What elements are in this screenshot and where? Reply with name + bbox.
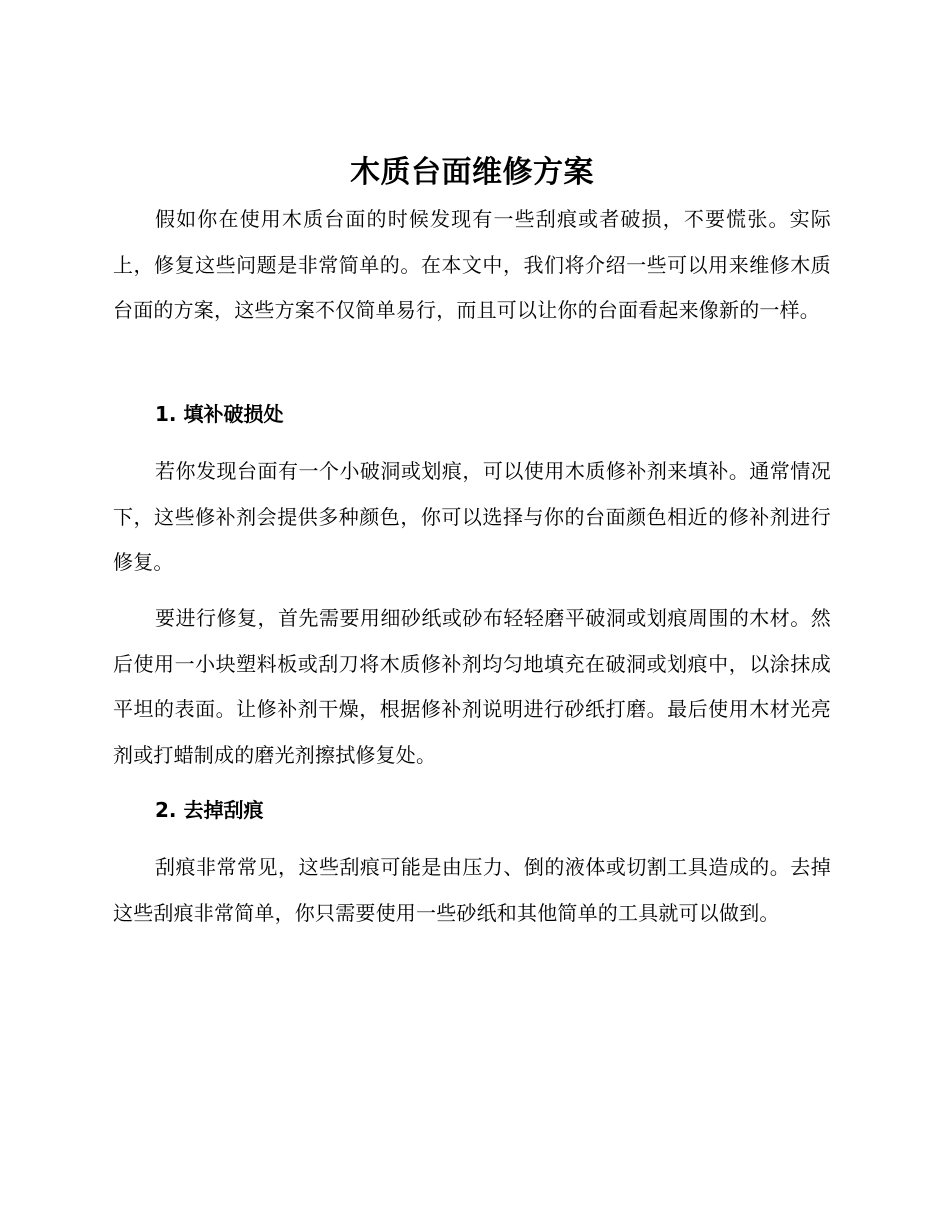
section-2-paragraph-1: 刮痕非常常见，这些刮痕可能是由压力、倒的液体或切割工具造成的。去掉这些刮痕非常简单，你只需要使用一些砂纸和其他简单的工具就可以做到。: [113, 855, 831, 925]
section-heading-fill-damage: 1. 填补破损处: [155, 402, 284, 426]
document-title: 木质台面维修方案: [350, 155, 594, 190]
section-1-paragraph-2: 要进行修复，首先需要用细砂纸或砂布轻轻磨平破洞或划痕周围的木材。然后使用一小块塑料板或刮刀将木质修补剂均匀地填充在破洞或划痕中，以涂抹成平坦的表面。让修补剂干燥，根据修补剂说明进行砂纸打磨。最后使用木材光亮剂或打蜡制成的磨光剂擦拭修复处。: [113, 606, 831, 768]
intro-paragraph: 假如你在使用木质台面的时候发现有一些刮痕或者破损，不要慌张。实际上，修复这些问题是非常简单的。在本文中，我们将介绍一些可以用来维修木质台面的方案，这些方案不仅简单易行，而且可以让你的台面看起来像新的一样。: [113, 207, 831, 323]
section-1-paragraph-1: 若你发现台面有一个小破洞或划痕，可以使用木质修补剂来填补。通常情况下，这些修补剂会提供多种颜色，你可以选择与你的台面颜色相近的修补剂进行修复。: [113, 459, 831, 575]
section-heading-remove-scratches: 2. 去掉刮痕: [155, 798, 264, 822]
